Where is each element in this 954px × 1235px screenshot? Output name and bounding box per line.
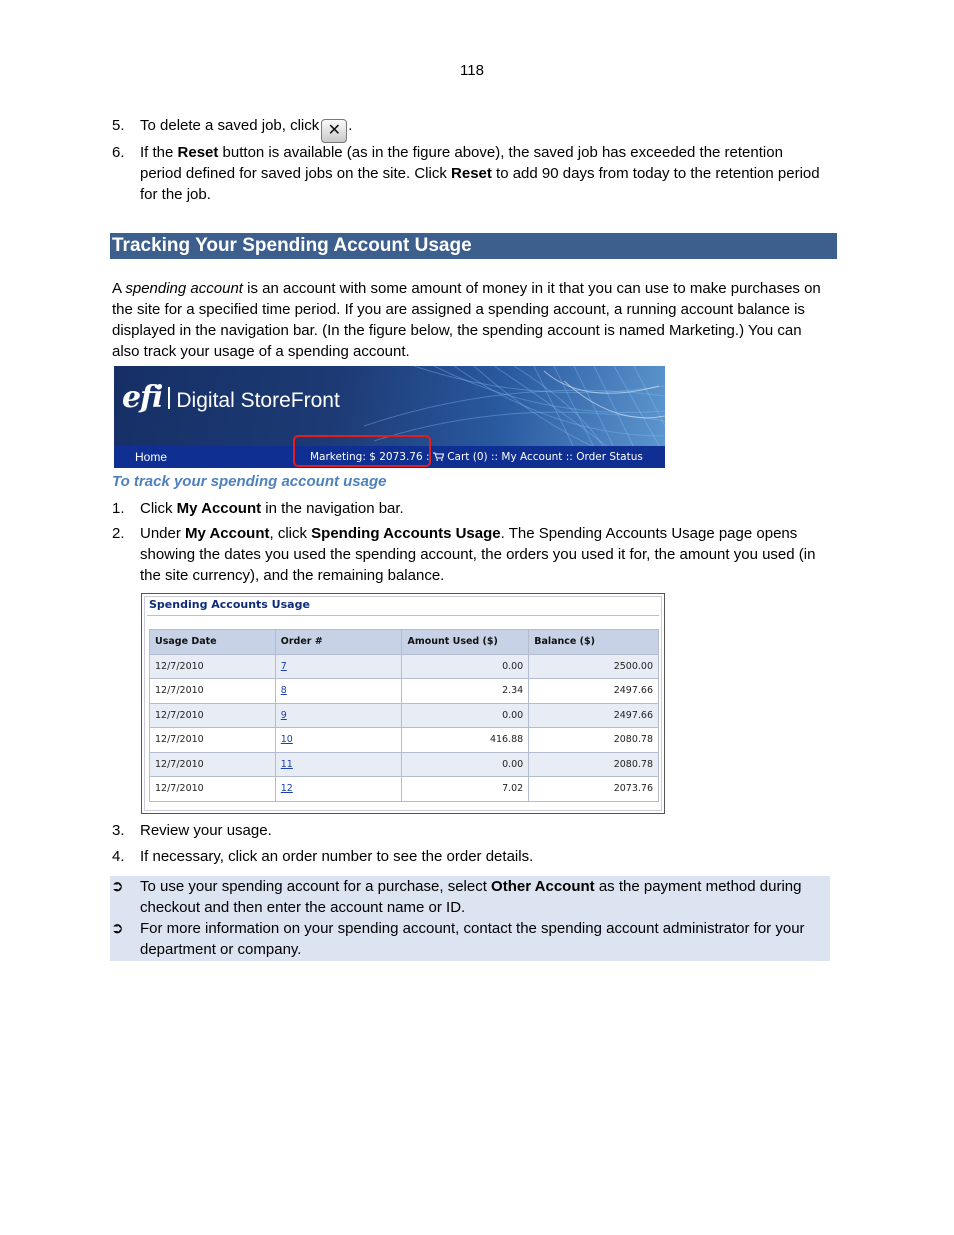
step-4 [112,846,822,867]
step-number: 5. [112,117,125,134]
order-number-cell [275,679,402,704]
balance: 2080.78 [529,728,659,753]
step-number: 4. [112,848,125,865]
arrow-bullet-icon: ➲ [111,878,124,895]
column-header[interactable]: Order # [275,630,402,655]
step-number: 1. [112,500,125,517]
logo-divider [168,387,170,409]
balance: 2073.76 [529,777,659,802]
order-number-cell [275,728,402,753]
amount-used: 0.00 [402,654,529,679]
step-number: 6. [112,144,125,161]
step-text: Review your usage. [140,822,272,839]
tip-box [110,876,830,961]
nav-cart-link[interactable]: Cart (0) [447,451,488,463]
tip-text: To use your spending account for a purchase, select Other Account as the payment method during checkout and then enter the account name or ID. [140,878,802,916]
step-3 [112,820,822,841]
order-link[interactable]: 8 [280,685,287,697]
close-icon: ✕ [327,122,341,139]
amount-used: 2.34 [402,679,529,704]
table-row [150,679,659,704]
column-header[interactable]: Balance ($) [529,630,659,655]
tip-item [110,918,820,960]
column-header[interactable]: Usage Date [150,630,276,655]
usage-date: 12/7/2010 [150,703,276,728]
usage-date: 12/7/2010 [150,728,276,753]
step-number: 2. [112,525,125,542]
step-text: Click My Account in the navigation bar. [140,500,404,517]
table-row [150,777,659,802]
storefront-banner [114,366,665,468]
table-row [150,654,659,679]
order-number-cell [275,654,402,679]
balance: 2500.00 [529,654,659,679]
section-heading: Tracking Your Spending Account Usage [110,233,837,259]
navigation-bar: Home Marketing: $ 2073.76 : Cart (0) :: My Account :: Order Status [114,446,665,468]
table-row [150,728,659,753]
nav-my-account-link[interactable]: My Account [501,451,563,463]
balance: 2080.78 [529,752,659,777]
step-6 [112,142,822,205]
usage-date: 12/7/2010 [150,654,276,679]
step-text: If necessary, click an order number to see the order details. [140,848,534,865]
reset-label: Reset [451,165,492,182]
table-row [150,752,659,777]
column-header[interactable]: Amount Used ($) [402,630,529,655]
table-header-row [150,630,659,655]
term-spending-account: spending account [125,280,243,297]
brand-name: Digital StoreFront [176,389,340,412]
amount-used: 7.02 [402,777,529,802]
figure-caption: To track your spending account usage [112,473,387,490]
nav-order-status-link[interactable]: Order Status [576,451,643,463]
delete-job-button[interactable] [321,119,347,143]
step-text: Under My Account, click Spending Accounts Usage. The Spending Accounts Usage page opens showing the dates you used the spending account, the orders you used it for, the amount you used (in the site currency), and the remaining balance. [140,525,816,584]
amount-used: 0.00 [402,752,529,777]
efi-logo-mark: efi [122,380,163,415]
arrow-bullet-icon: ➲ [111,920,124,937]
order-number-cell [275,752,402,777]
order-link[interactable]: 11 [280,758,293,770]
reset-label: Reset [177,144,219,161]
highlight-box [293,435,431,467]
amount-used: 0.00 [402,703,529,728]
usage-date: 12/7/2010 [150,777,276,802]
nav-home-link[interactable]: Home [135,450,168,464]
page-number: 118 [460,62,484,79]
order-number-cell [275,777,402,802]
usage-date: 12/7/2010 [150,752,276,777]
amount-used: 416.88 [402,728,529,753]
order-link[interactable]: 12 [280,783,293,795]
step-text: To delete a saved job, click [140,117,320,134]
table-row [150,703,659,728]
cart-icon [433,452,444,461]
order-link[interactable]: 7 [280,660,287,672]
spending-account-balance[interactable]: Marketing: $ 2073.76 [310,451,423,463]
order-link[interactable]: 10 [280,734,293,746]
title-divider [147,615,659,616]
usage-date: 12/7/2010 [150,679,276,704]
spending-usage-panel [141,593,665,814]
order-number-cell [275,703,402,728]
intro-paragraph: A spending account is an account with some amount of money in it that you can use to make purchases on the site for a specified time period. If you are assigned a spending account, a running account balance is displayed in the navigation bar. (In the figure below, the spending account is named Marketing.) You can also track your usage of a spending account. [112,280,821,360]
step-5: 5. To delete a saved job, click ✕ . [112,115,822,143]
efi-logo[interactable] [122,380,340,415]
tip-item [110,876,820,918]
balance: 2497.66 [529,703,659,728]
usage-table [149,629,659,802]
usage-panel-title: Spending Accounts Usage [149,598,310,611]
step-number: 3. [112,822,125,839]
step-1 [112,498,822,519]
step-2 [112,523,822,586]
tip-text: For more information on your spending account, contact the spending account administrator for your department or company. [140,920,805,958]
order-link[interactable]: 9 [280,709,287,721]
step-text: If the Reset button is available (as in the figure above), the saved job has exceeded the retention period defined for saved jobs on the site. Click Reset to add 90 days from today to the retention period for the job. [140,144,820,203]
balance: 2497.66 [529,679,659,704]
